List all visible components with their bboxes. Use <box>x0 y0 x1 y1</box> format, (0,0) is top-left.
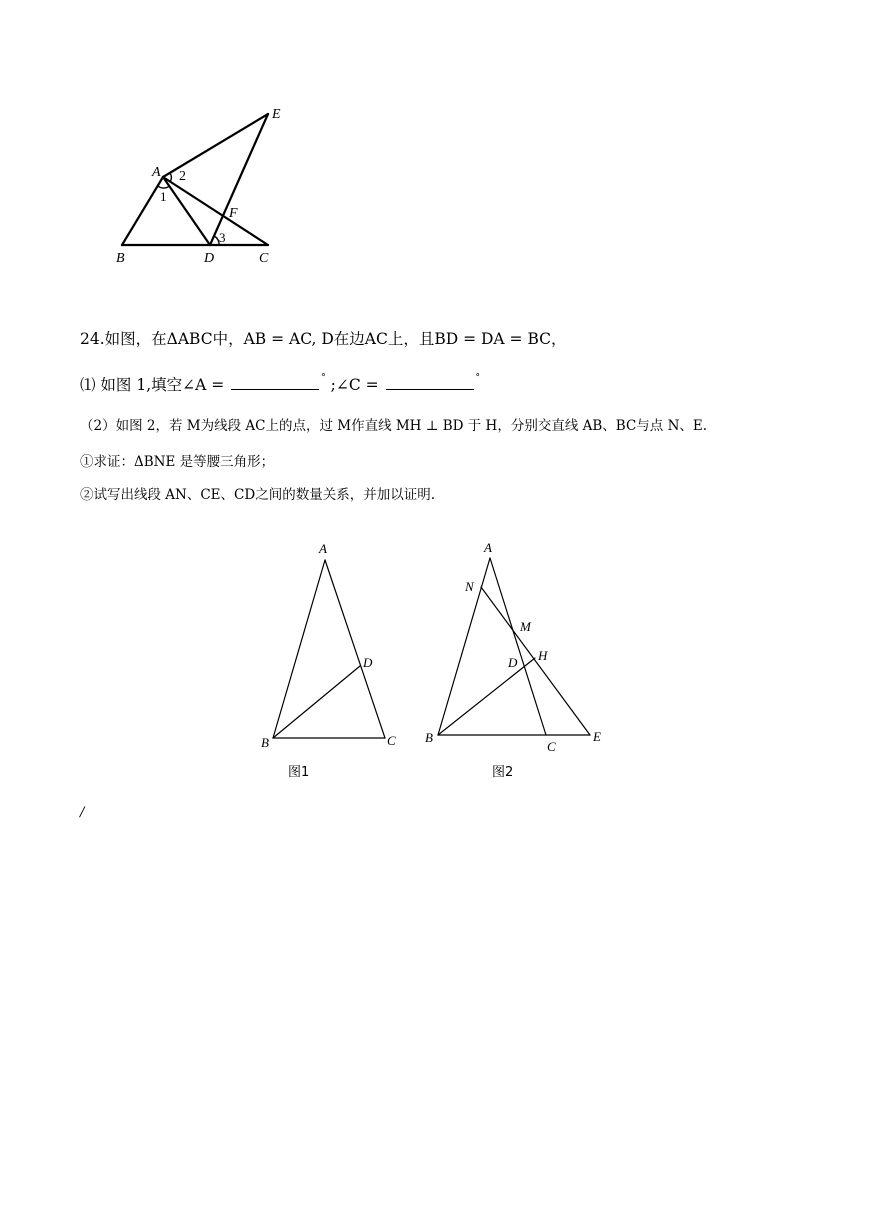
degree-sign: ° <box>475 373 481 383</box>
label-A: A <box>152 165 161 180</box>
label-angle-2: 2 <box>179 169 186 184</box>
fig2-label-C: C <box>547 739 556 754</box>
figure-top <box>100 95 300 270</box>
fig2-label-H: H <box>538 648 548 663</box>
part1-mid: ;∠C = <box>330 376 379 394</box>
label-angle-3: 3 <box>219 230 226 245</box>
question-item2: ②试写出线段 AN、CE、CD之间的数量关系，并加以证明. <box>80 487 435 503</box>
fig2-caption: 图2 <box>492 765 514 780</box>
question-item1: ①求证：ΔBNE 是等腰三角形； <box>80 454 275 470</box>
footer-mark: / <box>80 805 85 820</box>
fig2-label-A: A <box>484 540 492 555</box>
fig2-segment-AB <box>438 558 490 735</box>
segment-AD <box>163 177 210 245</box>
fig2-label-M: M <box>520 619 531 634</box>
label-D: D <box>204 251 215 266</box>
answer-blank-angle-c[interactable] <box>386 375 474 390</box>
segment-AE <box>163 114 268 177</box>
label-F: F <box>229 206 238 221</box>
fig2-segment-NE <box>481 587 590 735</box>
fig1-segment-BD <box>273 666 360 738</box>
fig1-segment-AC <box>325 560 385 738</box>
label-E: E <box>272 107 281 122</box>
segment-AB <box>122 177 163 245</box>
fig2-label-E: E <box>593 729 601 744</box>
question-intro: 24.如图，在ΔABC中，AB = AC, D在边AC上，且BD = DA = BC， <box>80 330 567 348</box>
fig2-label-D: D <box>508 655 518 670</box>
fig1-caption: 图1 <box>288 765 310 780</box>
label-B: B <box>116 251 125 266</box>
fig2-segment-BH <box>438 658 535 735</box>
fig1-label-C: C <box>387 733 396 748</box>
answer-blank-angle-a[interactable] <box>231 375 319 390</box>
question-part1 <box>80 373 480 395</box>
figures-1-2 <box>250 535 620 785</box>
fig1-label-A: A <box>319 541 327 556</box>
label-angle-1: 1 <box>160 189 167 204</box>
angle-arc-2 <box>170 173 171 182</box>
fig2-label-B: B <box>425 730 433 745</box>
fig2-label-N: N <box>465 579 474 594</box>
label-C: C <box>259 251 269 266</box>
part1-prefix: ⑴ 如图 1,填空∠A = <box>80 376 225 394</box>
fig1-label-B: B <box>261 735 269 750</box>
question-part2: （2）如图 2，若 M为线段 AC上的点，过 M作直线 MH ⊥ BD 于 H，分别交直线 AB、BC与点 N、E. <box>80 418 708 434</box>
fig1-segment-AB <box>273 560 325 738</box>
fig2-segment-AC <box>490 558 546 735</box>
degree-sign: ° <box>321 373 326 383</box>
fig1-label-D: D <box>363 655 373 670</box>
angle-arc-1 <box>158 186 168 188</box>
